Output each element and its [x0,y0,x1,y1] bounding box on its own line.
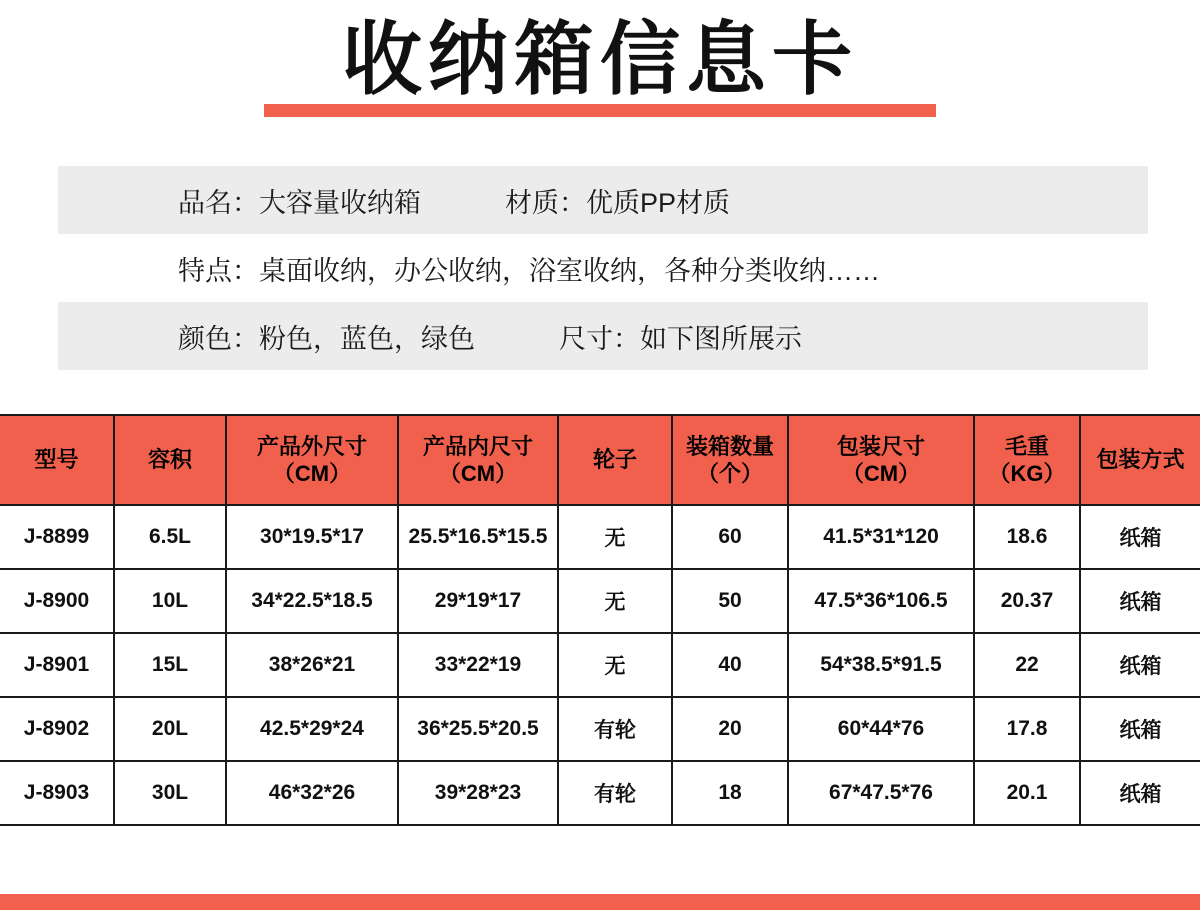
cell-gross-weight: 18.6 [974,505,1080,569]
cell-wheel: 无 [558,633,672,697]
info-value-features: 桌面收纳，办公收纳，浴室收纳，各种分类收纳…… [259,255,880,286]
info-label-material: 材质： [505,187,586,218]
header-line1: 产品外尺寸 [256,433,367,459]
info-value-name: 大容量收纳箱 [259,187,421,218]
header-line2: （CM） [272,461,352,486]
spec-table [0,414,1200,826]
cell-outer-size: 30*19.5*17 [226,505,398,569]
title-underline [264,104,936,117]
table-row [0,761,1200,825]
header-line2: （个） [696,461,763,486]
cell-volume: 10L [114,569,226,633]
table-header-pack-method [1080,415,1200,505]
info-cell-size [475,317,802,356]
header-line1: 产品内尺寸 [422,433,533,459]
bottom-accent-bar [0,894,1200,910]
cell-quantity: 50 [672,569,788,633]
cell-outer-size: 34*22.5*18.5 [226,569,398,633]
cell-pack-method: 纸箱 [1080,761,1200,825]
cell-inner-size: 39*28*23 [398,761,558,825]
info-value-size: 如下图所展示 [640,323,802,354]
cell-inner-size: 29*19*17 [398,569,558,633]
info-row [58,234,1148,302]
cell-inner-size: 33*22*19 [398,633,558,697]
cell-pack-method: 纸箱 [1080,633,1200,697]
header-line1: 装箱数量 [685,433,774,459]
info-panel [58,166,1148,370]
header-line1: 轮子 [592,447,637,473]
info-label-features: 特点： [178,255,259,286]
cell-pack-method: 纸箱 [1080,505,1200,569]
cell-pack-size: 54*38.5*91.5 [788,633,974,697]
cell-quantity: 18 [672,761,788,825]
table-header-wheel [558,415,672,505]
cell-quantity: 40 [672,633,788,697]
info-cell-name [58,181,421,220]
cell-wheel: 无 [558,505,672,569]
table-row [0,697,1200,761]
table-row [0,633,1200,697]
cell-gross-weight: 20.1 [974,761,1080,825]
info-label-size: 尺寸： [559,323,640,354]
table-header-volume [114,415,226,505]
cell-pack-size: 41.5*31*120 [788,505,974,569]
info-label-color: 颜色： [178,323,259,354]
cell-pack-size: 67*47.5*76 [788,761,974,825]
header-line1: 包装方式 [1096,447,1185,473]
cell-model: J-8899 [0,505,114,569]
table-header-model [0,415,114,505]
cell-volume: 6.5L [114,505,226,569]
cell-pack-size: 47.5*36*106.5 [788,569,974,633]
table-header-row [0,415,1200,505]
info-row [58,302,1148,370]
table-row [0,569,1200,633]
info-cell-color [58,317,475,356]
table-header-pack-size [788,415,974,505]
spec-table-wrapper [0,414,1200,826]
info-label-name: 品名： [178,187,259,218]
header-line1: 毛重 [1004,433,1049,459]
info-cell-features [58,249,880,288]
cell-model: J-8900 [0,569,114,633]
cell-model: J-8903 [0,761,114,825]
cell-outer-size: 38*26*21 [226,633,398,697]
cell-volume: 15L [114,633,226,697]
cell-inner-size: 25.5*16.5*15.5 [398,505,558,569]
table-header-gross-weight [974,415,1080,505]
title-block [0,0,1200,102]
header-line1: 包装尺寸 [836,433,925,459]
cell-model: J-8901 [0,633,114,697]
cell-volume: 30L [114,761,226,825]
header-line2: （CM） [841,461,921,486]
cell-quantity: 20 [672,697,788,761]
cell-gross-weight: 22 [974,633,1080,697]
info-value-material: 优质PP材质 [586,187,731,218]
cell-wheel: 有轮 [558,761,672,825]
cell-pack-method: 纸箱 [1080,569,1200,633]
cell-wheel: 无 [558,569,672,633]
cell-quantity: 60 [672,505,788,569]
header-line2: （CM） [438,461,518,486]
header-line1: 容积 [147,447,192,473]
table-header-inner-size [398,415,558,505]
cell-gross-weight: 17.8 [974,697,1080,761]
table-row [0,505,1200,569]
page-title: 收纳箱信息卡 [342,15,858,104]
table-header-outer-size [226,415,398,505]
cell-wheel: 有轮 [558,697,672,761]
info-value-color: 粉色，蓝色，绿色 [259,323,475,354]
header-line2: （KG） [988,461,1066,486]
cell-pack-size: 60*44*76 [788,697,974,761]
cell-inner-size: 36*25.5*20.5 [398,697,558,761]
cell-gross-weight: 20.37 [974,569,1080,633]
info-row [58,166,1148,234]
info-cell-material [421,181,730,220]
header-line1: 型号 [34,447,79,473]
cell-outer-size: 42.5*29*24 [226,697,398,761]
cell-model: J-8902 [0,697,114,761]
table-header-quantity [672,415,788,505]
cell-outer-size: 46*32*26 [226,761,398,825]
cell-pack-method: 纸箱 [1080,697,1200,761]
cell-volume: 20L [114,697,226,761]
